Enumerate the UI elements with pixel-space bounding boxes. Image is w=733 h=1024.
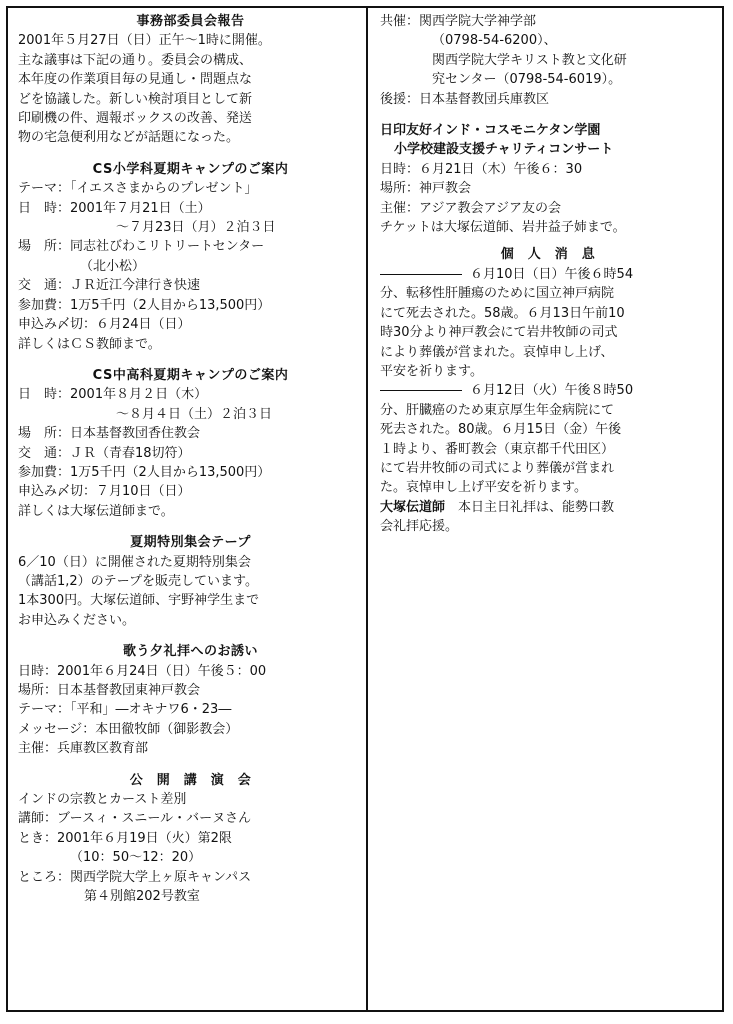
notice-label: 大塚伝道師 [380, 499, 446, 515]
redacted-name [380, 390, 462, 391]
notice-head: ６月10日（日）午後６時54 [470, 266, 634, 282]
cosponsor-line-cont: 究センター（0798-54-6019）。 [432, 72, 622, 88]
section-subtitle: 小学校建設支援チャリティコンサート [394, 142, 614, 158]
text-line: 平安を祈ります。 [380, 363, 483, 379]
section-title: CS小学科夏期キャンプのご案内 [92, 161, 289, 177]
support-line: 後援：日本基督教団兵庫教区 [380, 91, 550, 107]
section-jimubu-report [18, 12, 363, 148]
cosponsor-line: 関西学院大学キリスト教と文化研 [432, 52, 627, 68]
text-line: どを協議した。新しい検討項目として新 [18, 91, 253, 107]
place-line: 場 所：日本基督教団香住教会 [18, 426, 201, 442]
deadline-line: 申込み〆切：７月10日（日） [18, 484, 191, 500]
date-line-cont: 〜８月４日（土）２泊３日 [116, 406, 273, 422]
section-cs-secondary-camp [18, 366, 363, 521]
fee-line: 参加費：1万5千円（2人目から13,500円） [18, 297, 271, 313]
text-line: 主催：アジア教会アジア友の会 [380, 200, 561, 216]
section-title: 事務部委員会報告 [136, 14, 245, 29]
cosponsor-line: 共催：関西学院大学神学部 [380, 14, 537, 29]
text-line: 主な議事は下記の通り。委員会の構成、 [18, 52, 253, 68]
text-line: 日時：2001年６月24日（日）午後５：00 [18, 663, 267, 679]
date-line: 日 時：2001年７月21日（土） [18, 200, 211, 216]
text-line: テーマ：「平和」―オキナワ6・23― [18, 702, 232, 718]
text-line: により葬儀が営まれた。哀悼申し上げ、 [380, 344, 614, 360]
text-line: 場所：日本基督教団東神戸教会 [18, 683, 201, 698]
text-line: た。哀悼申し上げ平安を祈ります。 [380, 480, 587, 496]
text-line: 場所：神戸教会 [380, 181, 472, 197]
text-line: 分、肝臓癌のため東京厚生年金病院にて [380, 402, 615, 418]
section-charity-concert [380, 121, 716, 237]
contact-line: 詳しくはＣＳ教師まで。 [18, 336, 161, 352]
text-line: １時より、番町教会（東京都千代田区） [380, 441, 615, 457]
text-line: （講話1,2）のテープを販売しています。 [18, 573, 258, 589]
transport-line: 交 通：ＪＲ近江今津行き快速 [18, 278, 201, 294]
text-line: にて死去された。58歳。６月13日午前10 [380, 305, 625, 321]
place-line: 場 所：同志社びわこリトリートセンター [18, 239, 265, 255]
section-summer-tape [18, 533, 363, 630]
section-title: 個 人 消 息 [500, 247, 596, 263]
lecture-topic: インドの宗教とカースト差別 [18, 792, 187, 808]
notice-text: 本日主日礼拝は、能勢口教 [445, 499, 615, 515]
section-evening-worship [18, 642, 363, 758]
left-column [18, 12, 363, 906]
date-line: とき：2001年６月19日（火）第2限 [18, 830, 232, 846]
section-title: CS中高科夏期キャンプのご案内 [92, 367, 289, 383]
text-line: 分、転移性肝腫瘍のために国立神戸病院 [380, 286, 615, 302]
text-line: 死去された。80歳。６月15日（金）午後 [380, 422, 622, 438]
text-line: 本年度の作業項目毎の見通し・問題点な [18, 72, 253, 88]
deadline-line: 申込み〆切：６月24日（日） [18, 317, 191, 333]
place-line-cont: （北小松） [80, 258, 146, 274]
notice-head: ６月12日（火）午後８時50 [470, 383, 634, 399]
text-line: 6／10（日）に開催された夏期特別集会 [18, 554, 251, 570]
place-line-cont: 第４別館202号教室 [84, 889, 200, 905]
fee-line: 参加費：1万5千円（2人目から13,500円） [18, 464, 271, 480]
contact-line: 詳しくは大塚伝道師まで。 [18, 503, 174, 519]
section-title: 歌う夕礼拝へのお誘い [122, 644, 258, 660]
text-line: にて岩井牧師の司式により葬儀が営まれ [380, 460, 615, 476]
section-title: 日印友好インド・コスモニケタン学園 [380, 123, 601, 139]
section-public-lecture [18, 771, 363, 907]
section-personal-news [380, 245, 716, 536]
phone-line: （0798-54-6200）、 [432, 33, 557, 49]
text-line: 印刷機の件、週報ボックスの改善、発送 [18, 111, 252, 127]
text-line: 1本300円。大塚伝道師、宇野神学生まで [18, 593, 260, 609]
time-line: （10：50〜12：20） [70, 850, 202, 866]
place-line: ところ：関西学院大学上ヶ原キャンパス [18, 869, 252, 885]
theme-line: テーマ：「イエスさまからのプレゼント」 [18, 181, 258, 197]
text-line: 時30分より神戸教会にて岩井牧師の司式 [380, 325, 618, 341]
section-title: 夏期特別集会テープ [130, 535, 251, 551]
lecturer-line: 講師：ブースィ・スニール・バーヌさん [18, 811, 252, 827]
text-line: 2001年５月27日（日）正午〜1時に開催。 [18, 33, 271, 49]
right-column [380, 12, 716, 537]
text-line: チケットは大塚伝道師、岩井益子姉まで。 [380, 220, 626, 236]
section-cs-elementary-camp [18, 160, 363, 354]
text-line: 日時：６月21日（木）午後６：30 [380, 161, 583, 177]
text-line: 主催：兵庫教区教育部 [18, 741, 149, 757]
text-line: 物の宅急便利用などが話題になった。 [18, 130, 240, 146]
text-line: 会礼拝応援。 [380, 519, 459, 535]
transport-line: 交 通：ＪＲ（青春18切符） [18, 445, 191, 461]
text-line: メッセージ：本田徹牧師（御影教会） [18, 721, 239, 737]
section-cosponsors [380, 12, 716, 109]
text-line: お申込みください。 [18, 612, 136, 628]
column-divider [366, 6, 368, 1012]
section-title: 公 開 講 演 会 [129, 772, 252, 788]
date-line-cont: 〜７月23日（月）２泊３日 [116, 220, 276, 236]
redacted-name [380, 274, 462, 275]
date-line: 日 時：2001年８月２日（木） [18, 387, 208, 403]
